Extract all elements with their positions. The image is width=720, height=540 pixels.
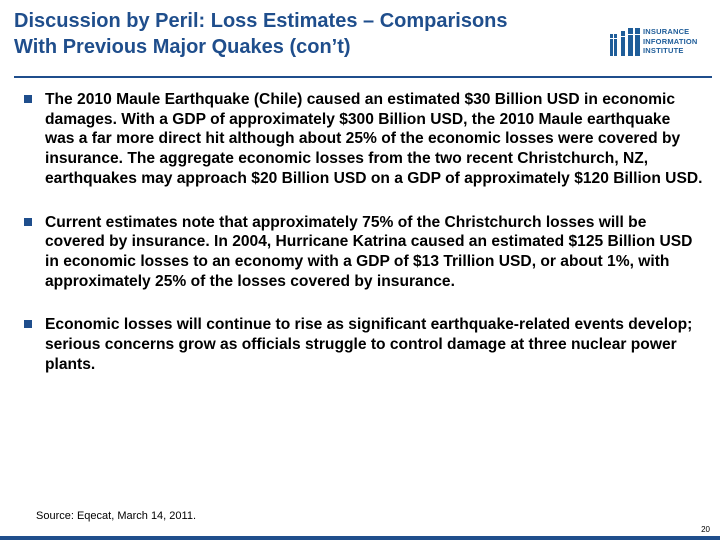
bullet-item [22, 213, 704, 292]
bullet-text: Current estimates note that approximately 75% of the Christchurch losses will be covered by insurance. In 2004, Hurricane Katrina caused an estimated $125 Billion USD in economic losses to an economy with a GDP of $13 Trillion USD, or about 1%, with approximately 25% of the losses covered by insurance. [45, 213, 693, 290]
slide-title [14, 8, 604, 60]
bullet-text: The 2010 Maule Earthquake (Chile) caused an estimated $30 Billion USD in economic damages. With a GDP of approximately $300 Billion USD, the 2010 Maule earthquake was a far more direct hit although about 25% of the economic losses were covered by insurance. The aggregate economic losses from the two recent Christchurch, NZ, earthquakes may approach $20 Billion USD on a GDP of approximately $120 Billion USD. [45, 91, 703, 187]
square-bullet-icon [24, 320, 32, 328]
title-line-1: Discussion by Peril: Loss Estimates – Comparisons [14, 10, 508, 32]
logo-line-1: INSURANCE [643, 27, 690, 36]
logo-line-2: INFORMATION [643, 36, 698, 46]
square-bullet-icon [24, 95, 32, 103]
iii-logo-icon [610, 28, 640, 56]
bullet-item [22, 90, 704, 189]
source-note: Source: Eqecat, March 14, 2011. [36, 510, 196, 522]
page-number: 20 [701, 525, 710, 534]
title-line-2: With Previous Major Quakes (con’t) [14, 36, 351, 58]
logo-wordmark [643, 27, 698, 56]
insurance-information-institute-logo [610, 26, 716, 58]
bullet-list [22, 90, 704, 398]
bullet-text: Economic losses will continue to rise as significant earthquake-related events develop; serious concerns grow as officials struggle to control damage at three nuclear power plants. [45, 316, 693, 373]
logo-line-3: INSTITUTE [643, 46, 684, 55]
bullet-item [22, 315, 704, 374]
title-divider [14, 76, 712, 78]
square-bullet-icon [24, 218, 32, 226]
footer-bar [0, 536, 720, 540]
